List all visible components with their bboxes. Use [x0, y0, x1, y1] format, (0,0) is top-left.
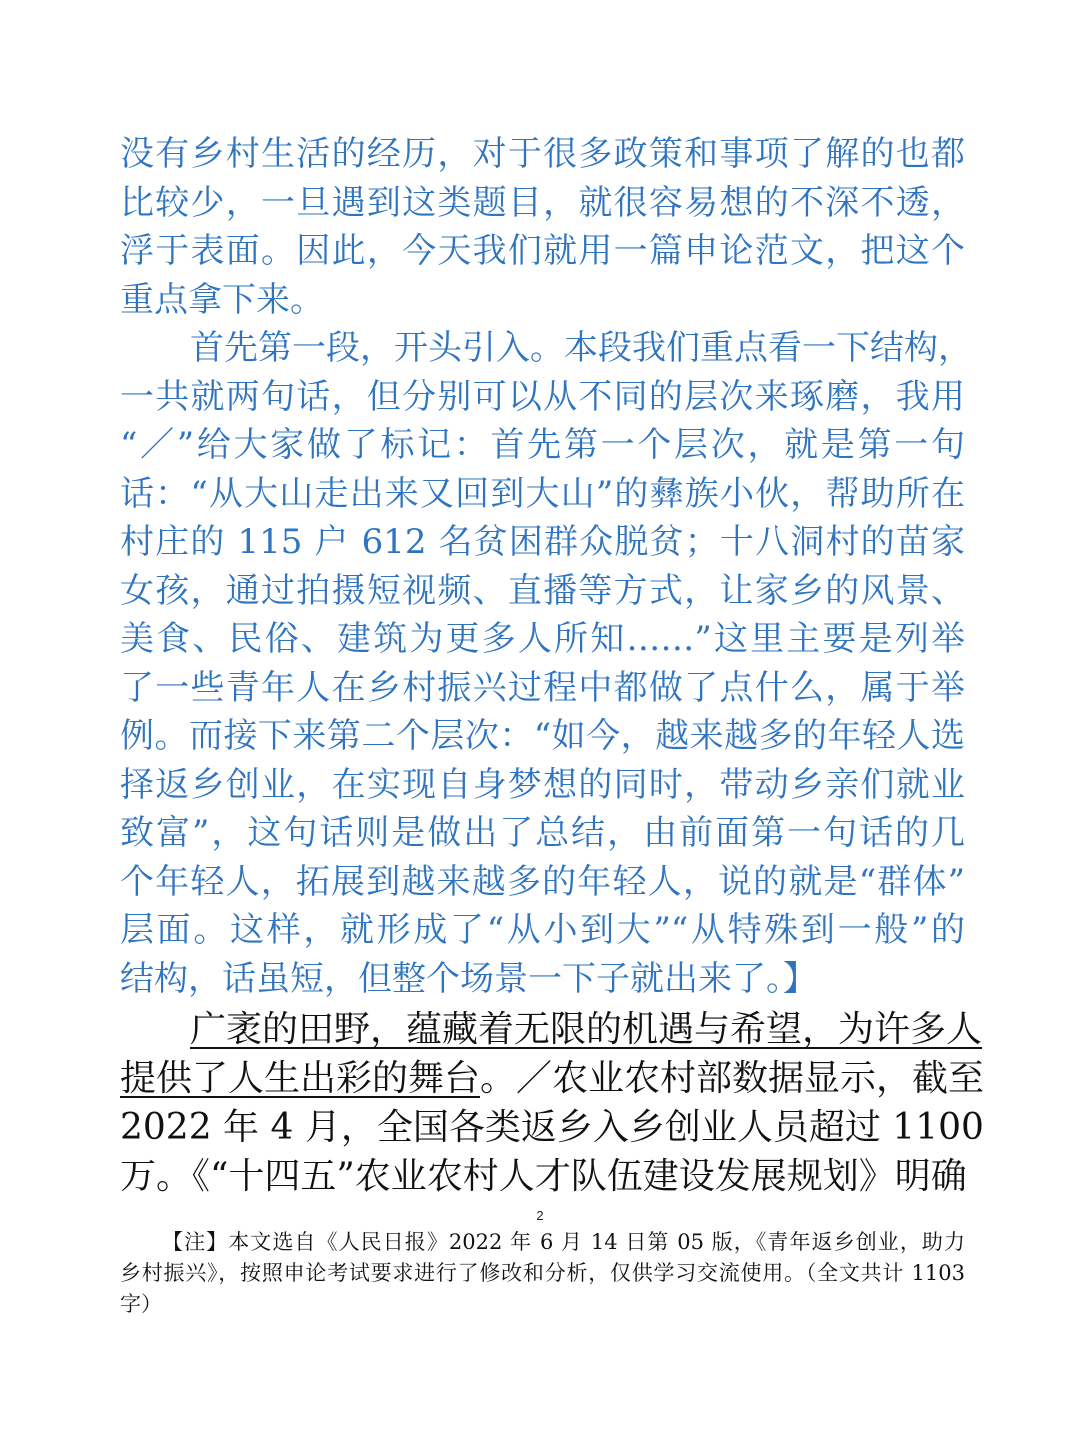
analysis-line: 个年轻人，拓展到越来越多的年轻人，说的就是“群体” [120, 861, 965, 902]
analysis-commentary [120, 130, 972, 1003]
footnote-line: 【注】本文选自《人民日报》2022 年 6 月 14 日第 05 版，《青年返乡创业，助力 [162, 1230, 965, 1254]
essay-underlined-text: 广袤的田野，蕴藏着无限的机遇与希望，为许多人 [190, 1009, 983, 1050]
footnote [120, 1227, 965, 1320]
essay-line: 2022 年 4 月，全国各类返乡入乡创业人员超过 1100 [120, 1107, 984, 1148]
footnote-line: 字） [120, 1292, 162, 1316]
analysis-line: 女孩，通过拍摄短视频、直播等方式，让家乡的风景、 [120, 570, 965, 611]
analysis-line: 了一些青年人在乡村振兴过程中都做了点什么，属于举 [120, 667, 965, 708]
essay-line: 万。《“十四五”农业农村人才队伍建设发展规划》明确 [120, 1156, 967, 1197]
essay-underlined-text: 提供了人生出彩的舞台 [120, 1058, 481, 1099]
analysis-line: 比较少，一旦遇到这类题目，就很容易想的不深不透， [120, 182, 965, 223]
analysis-line: 一共就两句话，但分别可以从不同的层次来琢磨，我用 [120, 376, 965, 417]
analysis-line: 浮于表面。因此，今天我们就用一篇申论范文，把这个 [120, 231, 965, 271]
essay-line [120, 1005, 983, 1054]
essay-text: 。／农业农村部数据显示，截至 [480, 1058, 985, 1099]
analysis-line: 美食、民俗、建筑为更多人所知……”这里主要是列举 [120, 619, 965, 659]
analysis-line: 重点拿下来。 [120, 279, 324, 320]
analysis-line: 村庄的 115 户 612 名贫困群众脱贫；十八洞村的苗家 [120, 522, 965, 562]
analysis-line: 话：“从大山走出来又回到大山”的彝族小伙，帮助所在 [120, 473, 965, 514]
analysis-line: 没有乡村生活的经历，对于很多政策和事项了解的也都 [120, 134, 965, 174]
essay-line [120, 1054, 985, 1103]
analysis-line: 择返乡创业，在实现自身梦想的同时，带动乡亲们就业 [120, 764, 965, 805]
analysis-line: 例。而接下来第二个层次：“如今，越来越多的年轻人选 [120, 716, 965, 756]
analysis-line: 结构，话虽短，但整个场景一下子就出来了。】 [120, 958, 817, 999]
analysis-line: 层面。这样，就形成了“从小到大”“从特殊到一般”的 [120, 910, 965, 950]
footnote-line: 乡村振兴》，按照申论考试要求进行了修改和分析，仅供学习交流使用。（全文共计 1103 [120, 1261, 965, 1285]
analysis-line: “／”给大家做了标记：首先第一个层次，就是第一句 [120, 425, 965, 465]
essay-paragraph [120, 1005, 985, 1201]
analysis-line: 首先第一段，开头引入。本段我们重点看一下结构， [190, 328, 972, 368]
page-number: 2 [536, 1208, 544, 1223]
analysis-line: 致富”，这句话则是做出了总结，由前面第一句话的几 [120, 813, 965, 853]
